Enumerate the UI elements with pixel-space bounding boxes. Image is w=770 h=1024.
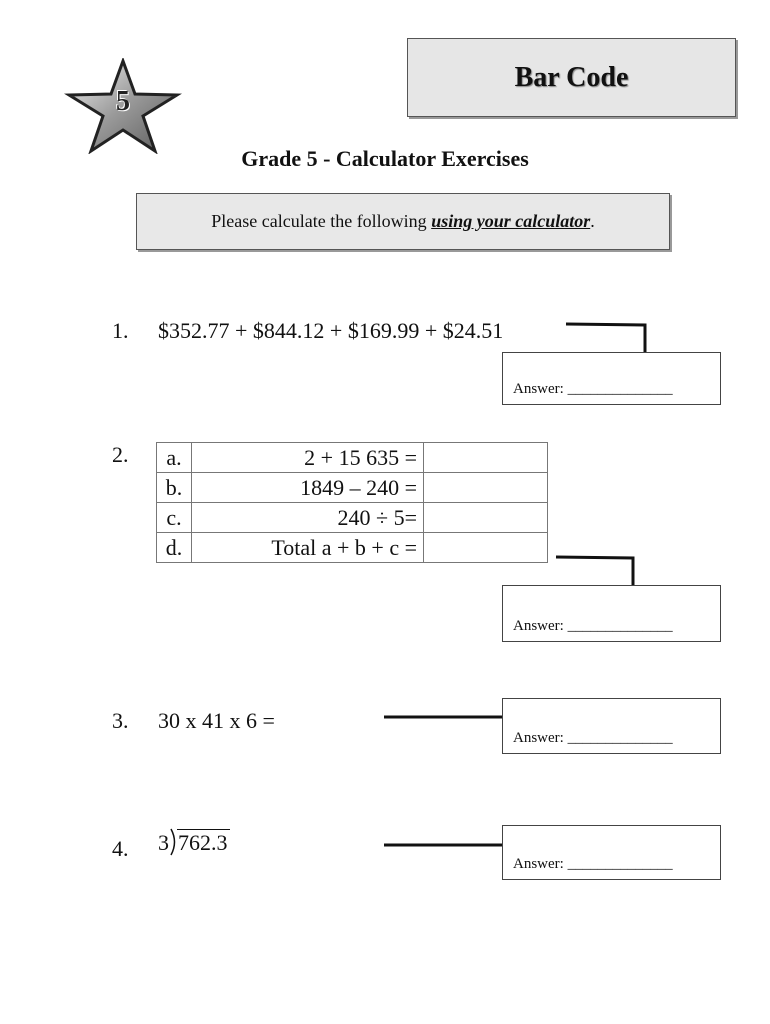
answer-box-4[interactable] <box>502 825 721 880</box>
dividend: 762.3 <box>178 830 228 855</box>
table-row <box>157 443 548 473</box>
answer-label: Answer: ______________ <box>513 856 673 872</box>
instruction-suffix: . <box>590 211 595 231</box>
answer-box-1[interactable] <box>502 352 721 405</box>
row-letter: b. <box>157 473 192 503</box>
row-expression: 2 + 15 635 = <box>192 443 424 473</box>
row-expression: 1849 – 240 = <box>192 473 424 503</box>
table-row <box>157 533 548 563</box>
answer-box-2[interactable] <box>502 585 721 642</box>
row-answer-cell[interactable] <box>424 473 548 503</box>
question-number-3: 3. <box>112 708 129 733</box>
divisor: 3 <box>158 830 169 855</box>
row-answer-cell[interactable] <box>424 503 548 533</box>
answer-label: Answer: ______________ <box>513 618 673 634</box>
table-row <box>157 503 548 533</box>
barcode-label: Bar Code <box>514 61 629 93</box>
row-letter: a. <box>157 443 192 473</box>
long-division <box>158 828 230 856</box>
question-1-text: $352.77 + $844.12 + $169.99 + $24.51 <box>158 318 504 343</box>
answer-box-3[interactable] <box>502 698 721 754</box>
row-letter: d. <box>157 533 192 563</box>
instruction-prefix: Please calculate the following <box>211 211 432 231</box>
exercise-table <box>156 442 548 563</box>
page-title: Grade 5 - Calculator Exercises <box>241 146 529 171</box>
row-expression: 240 ÷ 5= <box>192 503 424 533</box>
row-answer-cell[interactable] <box>424 533 548 563</box>
row-letter: c. <box>157 503 192 533</box>
question-3-text: 30 x 41 x 6 = <box>158 708 275 733</box>
grade-number: 5 <box>116 86 130 117</box>
instruction-emphasis: using your calculator <box>431 211 591 231</box>
question-number-2: 2. <box>112 442 129 467</box>
answer-label: Answer: ______________ <box>513 730 673 746</box>
answer-label: Answer: ______________ <box>513 381 673 397</box>
question-number-1: 1. <box>112 318 129 343</box>
question-number-4: 4. <box>112 836 129 861</box>
row-expression: Total a + b + c = <box>192 533 424 563</box>
table-row <box>157 473 548 503</box>
row-answer-cell[interactable] <box>424 443 548 473</box>
